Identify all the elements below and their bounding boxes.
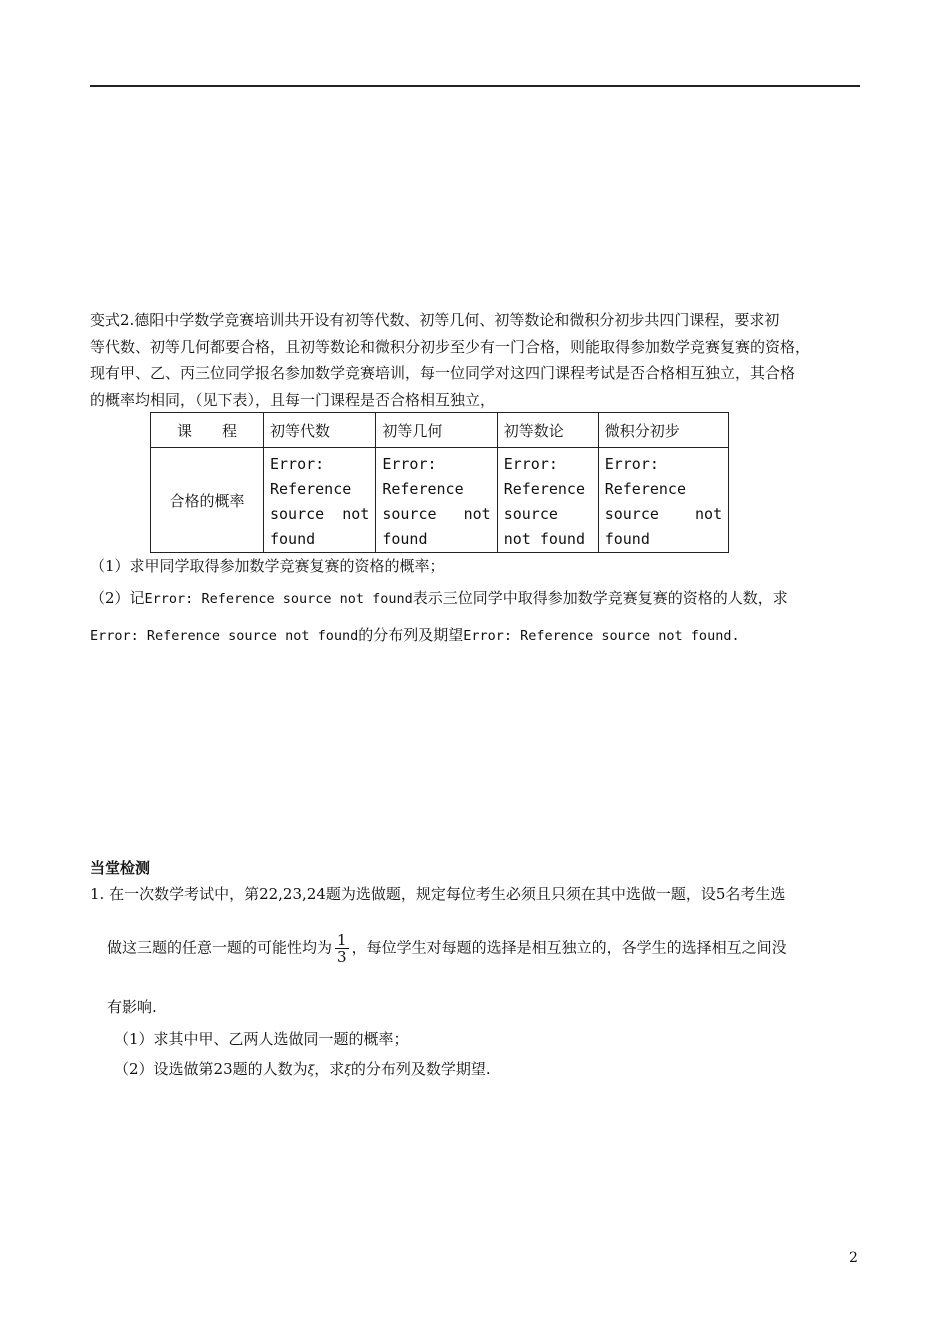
cell-line: Error: bbox=[382, 455, 437, 473]
fraction-denominator: 3 bbox=[337, 948, 347, 966]
q2-text-b: ，求 bbox=[314, 1060, 345, 1078]
variant2-paragraph bbox=[90, 307, 862, 413]
cell-line: found bbox=[382, 530, 428, 548]
table-cell bbox=[376, 448, 497, 553]
error-reference: Error: Reference source not found. bbox=[463, 628, 740, 644]
cell-line: source not bbox=[382, 505, 491, 523]
q2-mid: 表示三位同学中取得参加数学竞赛复赛的资格的人数，求 bbox=[412, 589, 788, 607]
cell-line: found bbox=[270, 530, 316, 548]
table-row-label: 合格的概率 bbox=[151, 448, 264, 553]
q2-mid2: 的分布列及期望 bbox=[358, 626, 464, 644]
error-reference: Error: Reference source not found bbox=[144, 591, 413, 607]
page-number: 2 bbox=[849, 1250, 858, 1266]
table-course: 初等数论 bbox=[497, 413, 598, 448]
xi-symbol: ξ bbox=[307, 1063, 315, 1077]
error-reference: Error: Reference source not found bbox=[90, 628, 359, 644]
cell-line: Error: bbox=[270, 455, 325, 473]
variant2-question-2-line2 bbox=[90, 624, 740, 645]
table-header-label: 课 程 bbox=[151, 413, 264, 448]
table-course: 初等代数 bbox=[264, 413, 376, 448]
cell-line: source bbox=[503, 505, 558, 523]
table-cell bbox=[264, 448, 376, 553]
table-cell bbox=[497, 448, 598, 553]
variant2-line-1: 变式2.德阳中学数学竞赛培训共开设有初等代数、初等几何、初等数论和微积分初步共四门课程，要求初 bbox=[90, 311, 780, 329]
table-cell bbox=[598, 448, 728, 553]
cell-line: Error: bbox=[503, 455, 558, 473]
problem1-line1: 1. 在一次数学考试中，第22,23,24题为选做题，规定每位考生必须且只须在其中选做一题，设5名考生选 bbox=[90, 885, 786, 903]
section-heading: 当堂检测 bbox=[90, 859, 151, 877]
q2-text-a: （2）设选做第23题的人数为 bbox=[114, 1060, 308, 1078]
table-header-row bbox=[151, 413, 729, 448]
problem1-question-2 bbox=[114, 1058, 491, 1079]
cell-line: source not bbox=[270, 505, 370, 523]
variant2-line-3: 现有甲、乙、丙三位同学报名参加数学竞赛培训，每一位同学对这四门课程考试是否合格相互独立，其合格 bbox=[90, 364, 796, 382]
table-course: 微积分初步 bbox=[598, 413, 728, 448]
variant2-line-4: 的概率均相同，（见下表），且每一门课程是否合格相互独立， bbox=[90, 390, 496, 409]
table-course: 初等几何 bbox=[376, 413, 497, 448]
cell-line: found bbox=[604, 530, 650, 548]
fraction bbox=[335, 932, 349, 965]
problem1-line2-a: 做这三题的任意一题的可能性均为 bbox=[107, 938, 333, 957]
problem1-line2 bbox=[107, 932, 787, 965]
cell-line: not found bbox=[503, 530, 585, 548]
cell-line: Reference bbox=[503, 480, 585, 498]
variant2-question-2-line1 bbox=[90, 587, 788, 608]
table-row bbox=[151, 448, 729, 553]
variant2-question-1: （1）求甲同学取得参加数学竞赛复赛的资格的概率； bbox=[90, 557, 445, 575]
header-rule bbox=[90, 85, 860, 87]
cell-line: Reference bbox=[382, 480, 464, 498]
cell-line: source not bbox=[604, 505, 723, 523]
cell-line: Error: bbox=[604, 455, 659, 473]
fraction-numerator: 1 bbox=[337, 931, 347, 949]
xi-symbol: ξ bbox=[344, 1063, 351, 1077]
problem1-question-1: （1）求其中甲、乙两人选做同一题的概率； bbox=[114, 1030, 409, 1048]
q2-prefix: （2）记 bbox=[90, 589, 145, 607]
cell-line: Reference bbox=[270, 480, 352, 498]
problem1-line3: 有影响. bbox=[107, 998, 157, 1016]
problem1-line2-b: ，每位学生对每题的选择是相互独立的，各学生的选择相互之间没 bbox=[351, 938, 787, 957]
cell-line: Reference bbox=[604, 480, 686, 498]
course-probability-table bbox=[150, 412, 729, 553]
q2-text-c: 的分布列及数学期望. bbox=[350, 1060, 491, 1078]
variant2-line-2: 等代数、初等几何都要合格，且初等数论和微积分初步至少有一门合格，则能取得参加数学竞赛复赛的资格， bbox=[90, 337, 811, 356]
